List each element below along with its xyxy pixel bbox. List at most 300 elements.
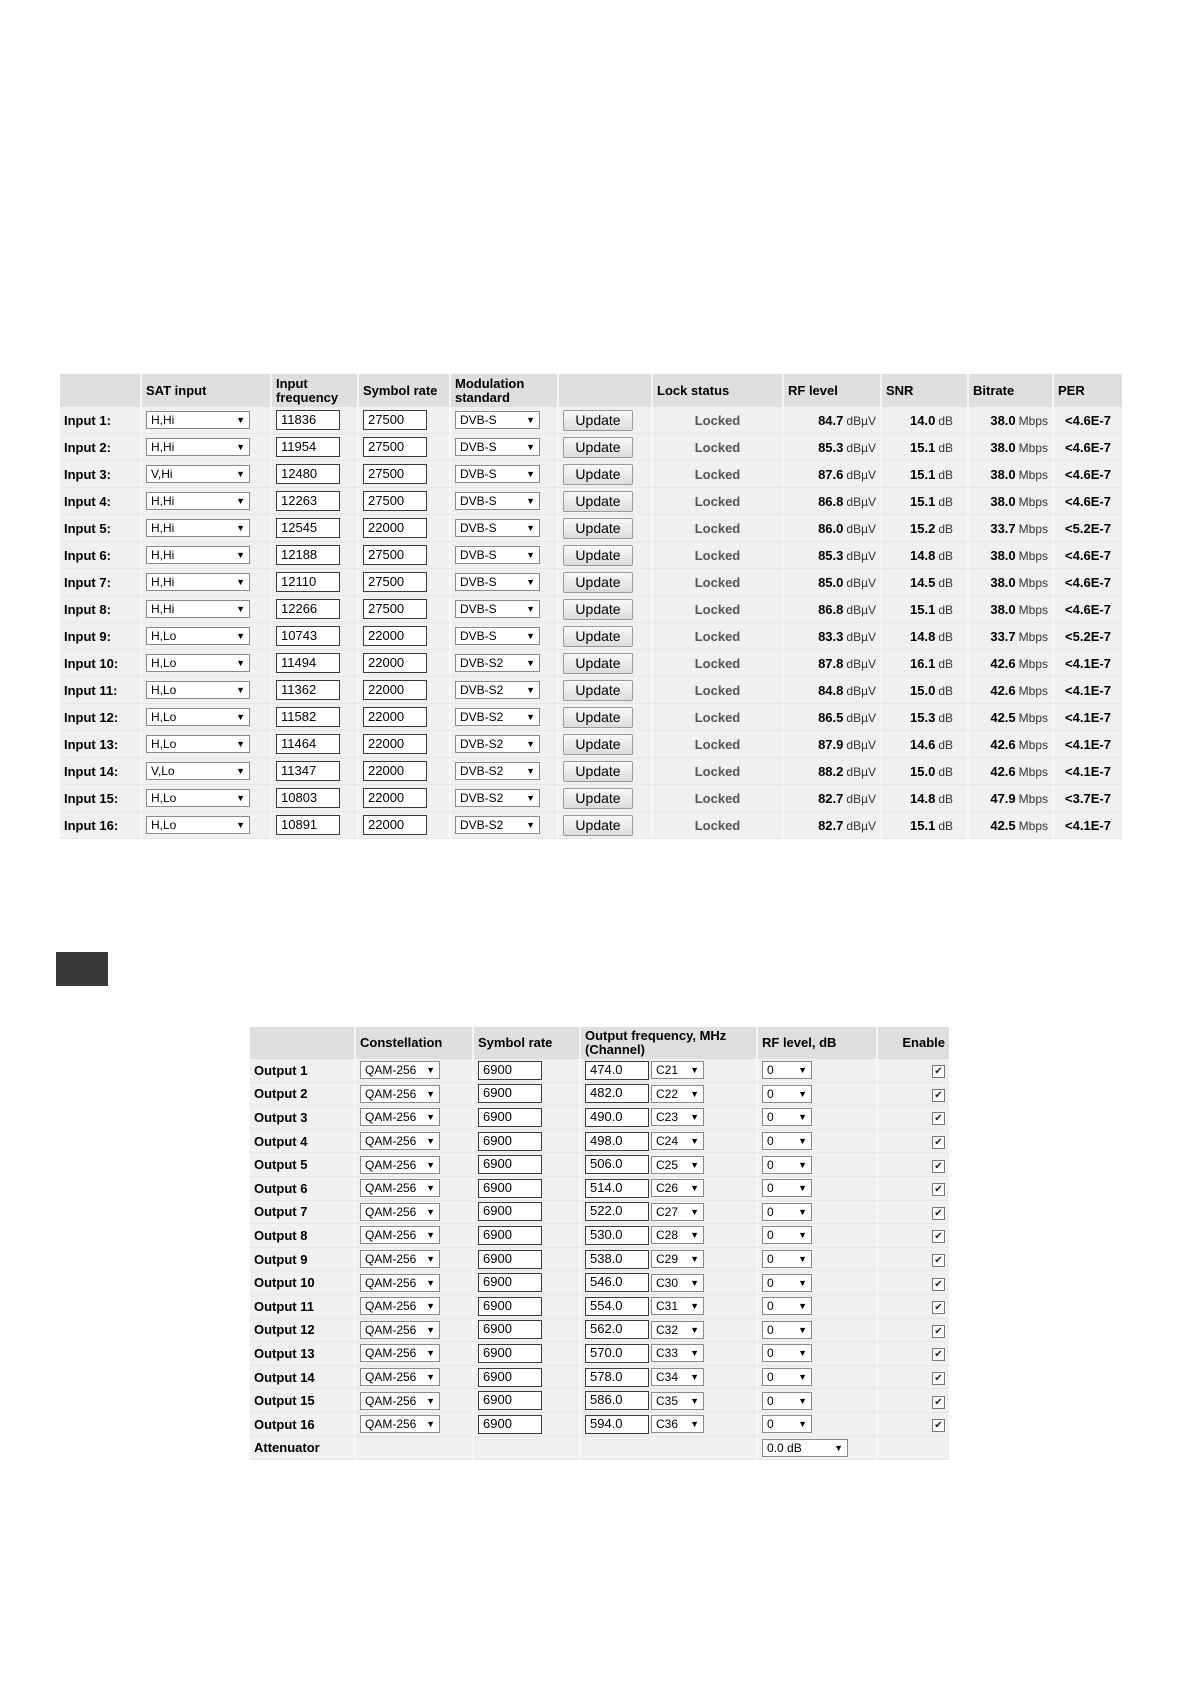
output-frequency-field[interactable]: 594.0 <box>585 1415 649 1434</box>
modulation-select[interactable] <box>455 708 540 726</box>
checkmark-icon: ✔ <box>934 1207 943 1219</box>
modulation-select[interactable] <box>455 600 540 618</box>
snr-value: 14.8 <box>910 547 936 563</box>
constellation-select[interactable] <box>360 1368 440 1386</box>
input-frequency-field[interactable]: 11582 <box>276 707 340 727</box>
enable-checkbox[interactable] <box>932 1160 945 1173</box>
lock-status: Locked <box>653 758 784 785</box>
attenuator-select[interactable] <box>762 1439 848 1457</box>
output-symbol-rate-field[interactable]: 6900 <box>478 1297 542 1316</box>
bitrate-value: 38.0 <box>990 601 1016 617</box>
input-frequency-field[interactable]: 12263 <box>276 491 340 511</box>
rf-level-select[interactable] <box>762 1132 812 1150</box>
rf-level-unit: dBµV <box>846 791 876 806</box>
modulation-select[interactable] <box>455 492 540 510</box>
dropdown-arrow-icon: ▼ <box>798 1230 807 1241</box>
input-frequency-field[interactable]: 10743 <box>276 626 340 646</box>
rf-level-select-value: 0 <box>767 1370 774 1385</box>
symbol-rate-field[interactable]: 22000 <box>363 815 427 835</box>
header-modulation-standard: Modulation standard <box>451 374 559 407</box>
output-frequency-field[interactable]: 546.0 <box>585 1273 649 1292</box>
constellation-select[interactable] <box>360 1132 440 1150</box>
rf-level-select-value: 0 <box>767 1086 774 1101</box>
output-frequency-field[interactable]: 538.0 <box>585 1250 649 1269</box>
dropdown-arrow-icon: ▼ <box>526 712 535 722</box>
channel-select-value: C26 <box>656 1181 679 1196</box>
header-rf-level: RF level <box>784 374 882 407</box>
modulation-select-value: DVB-S2 <box>460 683 504 697</box>
channel-select[interactable] <box>651 1203 704 1221</box>
sat-input-select-value: H,Hi <box>151 548 175 562</box>
output-symbol-rate-field[interactable]: 6900 <box>478 1108 542 1127</box>
output-symbol-rate-field[interactable]: 6900 <box>478 1132 542 1151</box>
dropdown-arrow-icon: ▼ <box>690 1230 699 1241</box>
rf-level-unit: dBµV <box>846 629 876 644</box>
constellation-select[interactable] <box>360 1156 440 1174</box>
rf-level-select-value: 0 <box>767 1275 774 1290</box>
bitrate-value: 33.7 <box>990 520 1016 536</box>
input-frequency-field[interactable]: 11494 <box>276 653 340 673</box>
checkmark-icon: ✔ <box>934 1325 943 1337</box>
bitrate-unit: Mbps <box>1018 629 1048 644</box>
channel-select[interactable] <box>651 1344 704 1362</box>
sat-input-select[interactable] <box>146 789 250 807</box>
symbol-rate-field[interactable]: 27500 <box>363 491 427 511</box>
enable-checkbox[interactable] <box>932 1230 945 1243</box>
update-button[interactable]: Update <box>563 437 633 458</box>
dropdown-arrow-icon: ▼ <box>426 1159 435 1170</box>
output-frequency-group <box>585 1344 704 1363</box>
bitrate-unit: Mbps <box>1018 764 1048 779</box>
snr-unit: dB <box>938 629 953 644</box>
channel-select[interactable] <box>651 1368 704 1386</box>
dropdown-arrow-icon: ▼ <box>690 1065 699 1076</box>
channel-select[interactable] <box>651 1297 704 1315</box>
input-frequency-field[interactable]: 11347 <box>276 761 340 781</box>
sat-input-select[interactable] <box>146 546 250 564</box>
output-symbol-rate-field[interactable]: 6900 <box>478 1344 542 1363</box>
channel-select[interactable] <box>651 1156 704 1174</box>
enable-checkbox[interactable] <box>932 1396 945 1409</box>
input-row <box>60 488 1122 515</box>
modulation-select[interactable] <box>455 438 540 456</box>
rf-level-select[interactable] <box>762 1085 812 1103</box>
output-config-table <box>250 1027 949 1460</box>
modulation-select[interactable] <box>455 465 540 483</box>
rf-level-unit: dBµV <box>846 710 876 725</box>
symbol-rate-field[interactable]: 22000 <box>363 707 427 727</box>
output-frequency-field[interactable]: 498.0 <box>585 1132 649 1151</box>
constellation-select-value: QAM-256 <box>365 1204 417 1219</box>
input-frequency-field[interactable]: 12480 <box>276 464 340 484</box>
symbol-rate-field[interactable]: 22000 <box>363 761 427 781</box>
output-symbol-rate-field[interactable]: 6900 <box>478 1415 542 1434</box>
symbol-rate-field[interactable]: 27500 <box>363 545 427 565</box>
sat-input-select[interactable] <box>146 627 250 645</box>
rf-level-select-value: 0 <box>767 1134 774 1149</box>
output-frequency-field[interactable]: 514.0 <box>585 1179 649 1198</box>
dropdown-arrow-icon: ▼ <box>236 712 245 722</box>
symbol-rate-field[interactable]: 22000 <box>363 680 427 700</box>
channel-select[interactable] <box>651 1321 704 1339</box>
symbol-rate-field[interactable]: 27500 <box>363 572 427 592</box>
dropdown-arrow-icon: ▼ <box>526 820 535 830</box>
symbol-rate-field[interactable]: 27500 <box>363 410 427 430</box>
output-frequency-field[interactable]: 522.0 <box>585 1202 649 1221</box>
rf-level-select[interactable] <box>762 1108 812 1126</box>
header-lock-status: Lock status <box>653 374 784 407</box>
update-button[interactable]: Update <box>563 707 633 728</box>
rf-level-unit: dBµV <box>846 656 876 671</box>
input-frequency-field[interactable]: 12545 <box>276 518 340 538</box>
channel-select-value: C29 <box>656 1252 679 1267</box>
dropdown-arrow-icon: ▼ <box>426 1419 435 1430</box>
enable-checkbox[interactable] <box>932 1207 945 1220</box>
rf-level-value: 86.5 <box>818 709 844 725</box>
constellation-select-value: QAM-256 <box>365 1275 417 1290</box>
per-value: <4.6E-7 <box>1054 596 1122 623</box>
enable-checkbox[interactable] <box>932 1112 945 1125</box>
rf-level-select[interactable] <box>762 1368 812 1386</box>
sat-input-select[interactable] <box>146 708 250 726</box>
enable-checkbox[interactable] <box>932 1278 945 1291</box>
modulation-select-value: DVB-S <box>460 440 497 454</box>
per-value: <3.7E-7 <box>1054 785 1122 812</box>
rf-level-select[interactable] <box>762 1297 812 1315</box>
enable-checkbox[interactable] <box>932 1136 945 1149</box>
dropdown-arrow-icon: ▼ <box>526 442 535 452</box>
enable-checkbox[interactable] <box>932 1348 945 1361</box>
dropdown-arrow-icon: ▼ <box>236 469 245 479</box>
dropdown-arrow-icon: ▼ <box>236 739 245 749</box>
update-button[interactable]: Update <box>563 491 633 512</box>
channel-select[interactable] <box>651 1392 704 1410</box>
modulation-select[interactable] <box>455 762 540 780</box>
sat-input-select[interactable] <box>146 600 250 618</box>
dropdown-arrow-icon: ▼ <box>690 1419 699 1430</box>
snr-value: 15.0 <box>910 763 936 779</box>
lock-status: Locked <box>653 785 784 812</box>
output-symbol-rate-field[interactable]: 6900 <box>478 1391 542 1410</box>
input-frequency-field[interactable]: 11362 <box>276 680 340 700</box>
channel-select[interactable] <box>651 1250 704 1268</box>
header-output-symbol-rate: Symbol rate <box>474 1027 581 1059</box>
rf-level-unit: dBµV <box>846 818 876 833</box>
dropdown-arrow-icon: ▼ <box>690 1372 699 1383</box>
modulation-select[interactable] <box>455 735 540 753</box>
channel-select[interactable] <box>651 1179 704 1197</box>
sat-input-select[interactable] <box>146 762 250 780</box>
dropdown-arrow-icon: ▼ <box>798 1183 807 1194</box>
input-frequency-field[interactable]: 10803 <box>276 788 340 808</box>
output-symbol-rate-field[interactable]: 6900 <box>478 1320 542 1339</box>
input-frequency-field[interactable]: 12110 <box>276 572 340 592</box>
input-frequency-field[interactable]: 12266 <box>276 599 340 619</box>
output-frequency-group <box>585 1273 704 1292</box>
rf-level-unit: dBµV <box>846 521 876 536</box>
bitrate-unit: Mbps <box>1018 548 1048 563</box>
symbol-rate-field[interactable]: 27500 <box>363 437 427 457</box>
update-button[interactable]: Update <box>563 653 633 674</box>
enable-checkbox[interactable] <box>932 1372 945 1385</box>
sat-input-select[interactable] <box>146 465 250 483</box>
rf-level-value: 82.7 <box>818 790 844 806</box>
sat-input-select[interactable] <box>146 519 250 537</box>
snr-unit: dB <box>938 656 953 671</box>
dropdown-arrow-icon: ▼ <box>426 1230 435 1241</box>
sat-input-select[interactable] <box>146 492 250 510</box>
modulation-select[interactable] <box>455 627 540 645</box>
output-table-header <box>250 1027 949 1059</box>
channel-select[interactable] <box>651 1415 704 1433</box>
constellation-select[interactable] <box>360 1392 440 1410</box>
dropdown-arrow-icon: ▼ <box>798 1372 807 1383</box>
output-frequency-field[interactable]: 474.0 <box>585 1061 649 1080</box>
dropdown-arrow-icon: ▼ <box>236 685 245 695</box>
output-frequency-field[interactable]: 482.0 <box>585 1084 649 1103</box>
output-symbol-rate-field[interactable]: 6900 <box>478 1179 542 1198</box>
modulation-select[interactable] <box>455 654 540 672</box>
symbol-rate-field[interactable]: 27500 <box>363 464 427 484</box>
rf-level-select[interactable] <box>762 1203 812 1221</box>
input-frequency-field[interactable]: 12188 <box>276 545 340 565</box>
update-button[interactable]: Update <box>563 815 633 836</box>
constellation-select[interactable] <box>360 1344 440 1362</box>
bitrate-value: 42.6 <box>990 736 1016 752</box>
rf-level-select[interactable] <box>762 1226 812 1244</box>
constellation-select-value: QAM-256 <box>365 1110 417 1125</box>
channel-select-value: C25 <box>656 1157 679 1172</box>
modulation-select[interactable] <box>455 411 540 429</box>
constellation-select[interactable] <box>360 1085 440 1103</box>
output-frequency-field[interactable]: 578.0 <box>585 1368 649 1387</box>
output-symbol-rate-field[interactable]: 6900 <box>478 1155 542 1174</box>
constellation-select[interactable] <box>360 1297 440 1315</box>
output-frequency-field[interactable]: 562.0 <box>585 1320 649 1339</box>
sat-input-select[interactable] <box>146 816 250 834</box>
dropdown-arrow-icon: ▼ <box>798 1277 807 1288</box>
rf-level-select-value: 0 <box>767 1110 774 1125</box>
input-frequency-field[interactable]: 11954 <box>276 437 340 457</box>
enable-checkbox[interactable] <box>932 1089 945 1102</box>
lock-status: Locked <box>653 407 784 434</box>
input-frequency-field[interactable]: 11464 <box>276 734 340 754</box>
update-button[interactable]: Update <box>563 410 633 431</box>
sat-input-select[interactable] <box>146 573 250 591</box>
bitrate-value: 42.6 <box>990 655 1016 671</box>
output-row-label: Output 2 <box>250 1083 356 1107</box>
output-row <box>250 1153 949 1177</box>
sat-input-select[interactable] <box>146 438 250 456</box>
constellation-select[interactable] <box>360 1226 440 1244</box>
output-symbol-rate-field[interactable]: 6900 <box>478 1368 542 1387</box>
sat-input-select-value: V,Hi <box>151 467 173 481</box>
constellation-select[interactable] <box>360 1179 440 1197</box>
bitrate-unit: Mbps <box>1018 737 1048 752</box>
constellation-select[interactable] <box>360 1415 440 1433</box>
output-frequency-field[interactable]: 506.0 <box>585 1155 649 1174</box>
enable-checkbox[interactable] <box>932 1419 945 1432</box>
update-button[interactable]: Update <box>563 734 633 755</box>
rf-level-unit: dBµV <box>846 737 876 752</box>
per-value: <4.6E-7 <box>1054 461 1122 488</box>
channel-select-value: C24 <box>656 1134 679 1149</box>
bitrate-value: 38.0 <box>990 466 1016 482</box>
rf-level-select[interactable] <box>762 1392 812 1410</box>
dropdown-arrow-icon: ▼ <box>526 739 535 749</box>
output-frequency-field[interactable]: 554.0 <box>585 1297 649 1316</box>
input-frequency-field[interactable]: 10891 <box>276 815 340 835</box>
output-row-label: Output 9 <box>250 1248 356 1272</box>
update-button[interactable]: Update <box>563 464 633 485</box>
output-frequency-field[interactable]: 586.0 <box>585 1391 649 1410</box>
enable-checkbox[interactable] <box>932 1301 945 1314</box>
constellation-select[interactable] <box>360 1108 440 1126</box>
header-enable: Enable <box>878 1027 949 1059</box>
symbol-rate-field[interactable]: 22000 <box>363 518 427 538</box>
constellation-select-value: QAM-256 <box>365 1299 417 1314</box>
sat-input-select[interactable] <box>146 681 250 699</box>
modulation-select[interactable] <box>455 546 540 564</box>
dropdown-arrow-icon: ▼ <box>798 1136 807 1147</box>
channel-select-value: C27 <box>656 1204 679 1219</box>
dropdown-arrow-icon: ▼ <box>798 1324 807 1335</box>
modulation-select[interactable] <box>455 573 540 591</box>
symbol-rate-field[interactable]: 22000 <box>363 734 427 754</box>
sat-input-select-value: H,Lo <box>151 683 177 697</box>
rf-level-select[interactable] <box>762 1415 812 1433</box>
sat-input-select[interactable] <box>146 411 250 429</box>
dropdown-arrow-icon: ▼ <box>798 1348 807 1359</box>
modulation-select[interactable] <box>455 816 540 834</box>
dropdown-arrow-icon: ▼ <box>426 1065 435 1076</box>
dropdown-arrow-icon: ▼ <box>798 1112 807 1123</box>
symbol-rate-field[interactable]: 22000 <box>363 788 427 808</box>
update-button[interactable]: Update <box>563 518 633 539</box>
symbol-rate-field[interactable]: 22000 <box>363 626 427 646</box>
input-row <box>60 677 1122 704</box>
snr-unit: dB <box>938 683 953 698</box>
snr-value: 14.5 <box>910 574 936 590</box>
update-button[interactable]: Update <box>563 545 633 566</box>
output-symbol-rate-field[interactable]: 6900 <box>478 1273 542 1292</box>
rf-level-select[interactable] <box>762 1344 812 1362</box>
symbol-rate-field[interactable]: 22000 <box>363 653 427 673</box>
rf-level-value: 87.9 <box>818 736 844 752</box>
enable-checkbox[interactable] <box>932 1254 945 1267</box>
channel-select[interactable] <box>651 1061 704 1079</box>
dropdown-arrow-icon: ▼ <box>426 1372 435 1383</box>
rf-level-select[interactable] <box>762 1061 812 1079</box>
channel-select[interactable] <box>651 1085 704 1103</box>
constellation-select[interactable] <box>360 1061 440 1079</box>
output-symbol-rate-field[interactable]: 6900 <box>478 1202 542 1221</box>
output-frequency-field[interactable]: 530.0 <box>585 1226 649 1245</box>
sat-input-select[interactable] <box>146 735 250 753</box>
output-frequency-field[interactable]: 490.0 <box>585 1108 649 1127</box>
dropdown-arrow-icon: ▼ <box>526 793 535 803</box>
output-row <box>250 1059 949 1083</box>
modulation-select-value: DVB-S2 <box>460 737 504 751</box>
output-frequency-field[interactable]: 570.0 <box>585 1344 649 1363</box>
modulation-select[interactable] <box>455 681 540 699</box>
output-row-label: Output 4 <box>250 1130 356 1154</box>
output-symbol-rate-field[interactable]: 6900 <box>478 1250 542 1269</box>
input-frequency-field[interactable]: 11836 <box>276 410 340 430</box>
snr-unit: dB <box>938 575 953 590</box>
update-button[interactable]: Update <box>563 788 633 809</box>
rf-level-select-value: 0 <box>767 1417 774 1432</box>
enable-checkbox[interactable] <box>932 1183 945 1196</box>
constellation-select[interactable] <box>360 1250 440 1268</box>
update-button[interactable]: Update <box>563 626 633 647</box>
constellation-select[interactable] <box>360 1203 440 1221</box>
sat-input-select-value: V,Lo <box>151 764 175 778</box>
modulation-select[interactable] <box>455 519 540 537</box>
rf-level-select[interactable] <box>762 1274 812 1292</box>
header-bitrate: Bitrate <box>969 374 1054 407</box>
constellation-select-value: QAM-256 <box>365 1322 417 1337</box>
enable-checkbox[interactable] <box>932 1065 945 1078</box>
modulation-select-value: DVB-S <box>460 413 497 427</box>
update-button[interactable]: Update <box>563 761 633 782</box>
rf-level-select-value: 0 <box>767 1204 774 1219</box>
lock-status: Locked <box>653 623 784 650</box>
sat-input-select[interactable] <box>146 654 250 672</box>
dropdown-arrow-icon: ▼ <box>526 766 535 776</box>
constellation-select[interactable] <box>360 1274 440 1292</box>
dropdown-arrow-icon: ▼ <box>690 1206 699 1217</box>
snr-value: 15.1 <box>910 817 936 833</box>
input-row-label: Input 10: <box>60 650 142 677</box>
dropdown-arrow-icon: ▼ <box>798 1301 807 1312</box>
modulation-select[interactable] <box>455 789 540 807</box>
input-row <box>60 434 1122 461</box>
sat-input-select-value: H,Lo <box>151 629 177 643</box>
bitrate-unit: Mbps <box>1018 656 1048 671</box>
dropdown-arrow-icon: ▼ <box>690 1159 699 1170</box>
dropdown-arrow-icon: ▼ <box>798 1065 807 1076</box>
checkmark-icon: ✔ <box>934 1302 943 1314</box>
rf-level-select[interactable] <box>762 1156 812 1174</box>
rf-level-select[interactable] <box>762 1250 812 1268</box>
dropdown-arrow-icon: ▼ <box>236 523 245 533</box>
output-symbol-rate-field[interactable]: 6900 <box>478 1226 542 1245</box>
rf-level-unit: dBµV <box>846 575 876 590</box>
input-row <box>60 731 1122 758</box>
header-output-blank <box>250 1027 356 1059</box>
rf-level-select[interactable] <box>762 1179 812 1197</box>
update-button[interactable]: Update <box>563 599 633 620</box>
channel-select[interactable] <box>651 1226 704 1244</box>
output-symbol-rate-field[interactable]: 6900 <box>478 1061 542 1080</box>
modulation-select-value: DVB-S <box>460 602 497 616</box>
symbol-rate-field[interactable]: 27500 <box>363 599 427 619</box>
checkmark-icon: ✔ <box>934 1231 943 1243</box>
update-button[interactable]: Update <box>563 572 633 593</box>
constellation-select[interactable] <box>360 1321 440 1339</box>
sat-input-select-value: H,Hi <box>151 602 175 616</box>
rf-level-select[interactable] <box>762 1321 812 1339</box>
output-row-label: Output 3 <box>250 1106 356 1130</box>
output-symbol-rate-field[interactable]: 6900 <box>478 1084 542 1103</box>
enable-checkbox[interactable] <box>932 1325 945 1338</box>
channel-select[interactable] <box>651 1132 704 1150</box>
rf-level-unit: dBµV <box>846 494 876 509</box>
update-button[interactable]: Update <box>563 680 633 701</box>
channel-select[interactable] <box>651 1108 704 1126</box>
channel-select[interactable] <box>651 1274 704 1292</box>
